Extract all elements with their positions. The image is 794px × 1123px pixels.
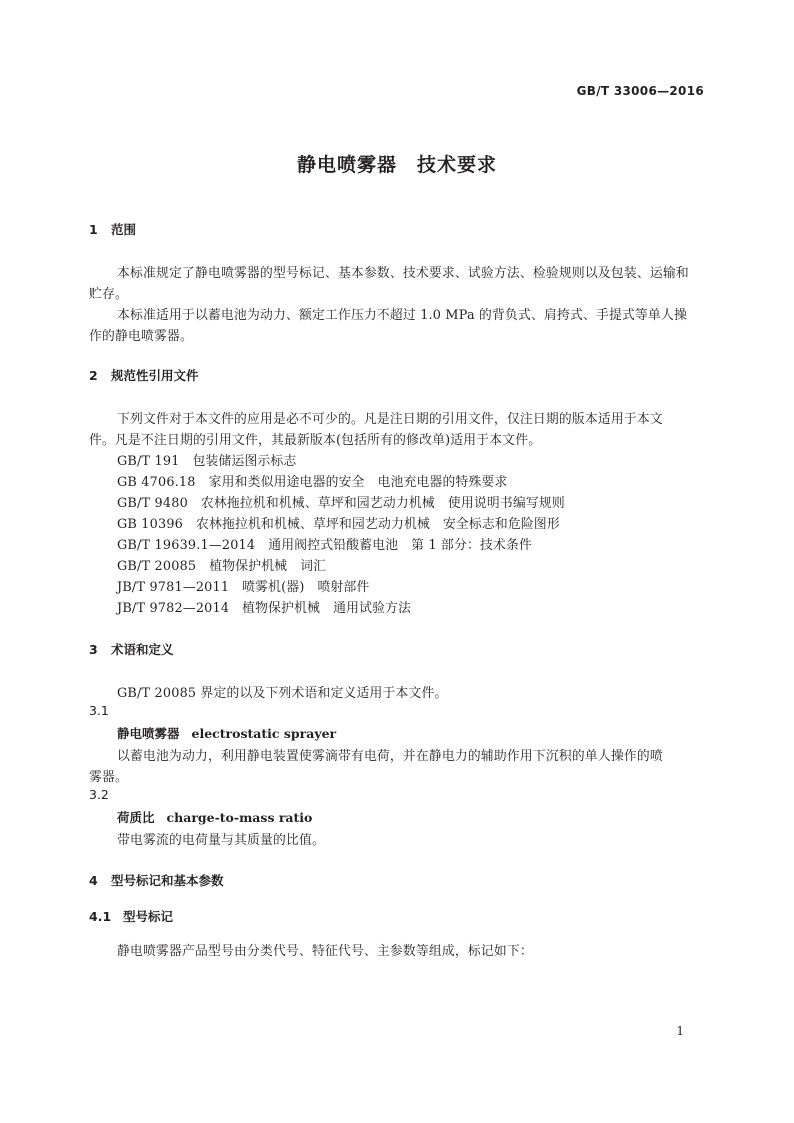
- subsection-4-1-heading: [89, 907, 173, 925]
- paragraph-line: GB/T 20085 界定的以及下列术语和定义适用于本文件。: [117, 686, 448, 701]
- definition-line: 雾器。: [89, 770, 128, 785]
- reference-item: JB/T 9782—2014 植物保护机械 通用试验方法: [117, 601, 412, 616]
- section-4-heading: [89, 871, 224, 889]
- section-title: 型号标记和基本参数: [111, 873, 224, 888]
- reference-item: GB 10396 农林拖拉机和机械、草坪和园艺动力机械 安全标志和危险图形: [117, 517, 560, 532]
- subsection-number: 4.1: [89, 909, 112, 924]
- term-zh: 静电喷雾器: [117, 726, 180, 741]
- term-number: 3.2: [89, 787, 109, 802]
- paragraph-line: 件。凡是不注日期的引用文件，其最新版本(包括所有的修改单)适用于本文件。: [89, 433, 542, 448]
- definition-line: 以蓄电池为动力，利用静电装置使雾滴带有电荷，并在静电力的辅助作用下沉积的单人操作的喷: [117, 749, 663, 764]
- reference-item: GB/T 19639.1—2014 通用阀控式铅酸蓄电池 第 1 部分：技术条件: [117, 538, 533, 553]
- reference-item: GB/T 191 包装储运图示标志: [117, 454, 297, 469]
- section-3-heading: [89, 640, 174, 658]
- section-number: 4: [89, 873, 98, 888]
- term-zh: 荷质比: [117, 810, 155, 825]
- paragraph-line: 本标准适用于以蓄电池为动力、额定工作压力不超过 1.0 MPa 的背负式、肩挎式、手提式等单人操: [117, 308, 688, 323]
- term-number: 3.1: [89, 703, 109, 718]
- paragraph-line: 作的静电喷雾器。: [89, 329, 193, 344]
- section-2-heading: [89, 366, 199, 384]
- section-title: 范围: [111, 222, 137, 237]
- paragraph-line: 贮存。: [89, 287, 128, 302]
- reference-item: GB/T 20085 植物保护机械 词汇: [117, 559, 327, 574]
- paragraph-line: 下列文件对于本文件的应用是必不可少的。凡是注日期的引用文件，仅注日期的版本适用于本文: [117, 412, 663, 427]
- term-en: charge-to-mass ratio: [166, 810, 313, 825]
- page-number: 1: [676, 1024, 684, 1038]
- page-title: 静电喷雾器 技术要求: [296, 154, 497, 176]
- reference-item: GB 4706.18 家用和类似用途电器的安全 电池充电器的特殊要求: [117, 475, 508, 490]
- section-title: 规范性引用文件: [111, 368, 199, 383]
- paragraph-line: 本标准规定了静电喷雾器的型号标记、基本参数、技术要求、试验方法、检验规则以及包装、运输和: [117, 266, 689, 281]
- section-title: 术语和定义: [111, 642, 174, 657]
- term-en: electrostatic sprayer: [191, 726, 337, 741]
- reference-item: GB/T 9480 农林拖拉机和机械、草坪和园艺动力机械 使用说明书编写规则: [117, 496, 565, 511]
- standard-code: GB/T 33006—2016: [576, 84, 704, 98]
- section-number: 2: [89, 368, 98, 383]
- term-entry: [117, 724, 336, 742]
- reference-item: JB/T 9781—2011 喷雾机(器) 喷射部件: [117, 580, 370, 595]
- paragraph-line: 静电喷雾器产品型号由分类代号、特征代号、主参数等组成，标记如下：: [117, 944, 533, 959]
- section-number: 3: [89, 642, 98, 657]
- subsection-title: 型号标记: [123, 909, 174, 924]
- section-number: 1: [89, 222, 98, 237]
- definition-line: 带电雾流的电荷量与其质量的比值。: [117, 833, 325, 848]
- term-entry: [117, 808, 312, 826]
- section-1-heading: [89, 220, 136, 238]
